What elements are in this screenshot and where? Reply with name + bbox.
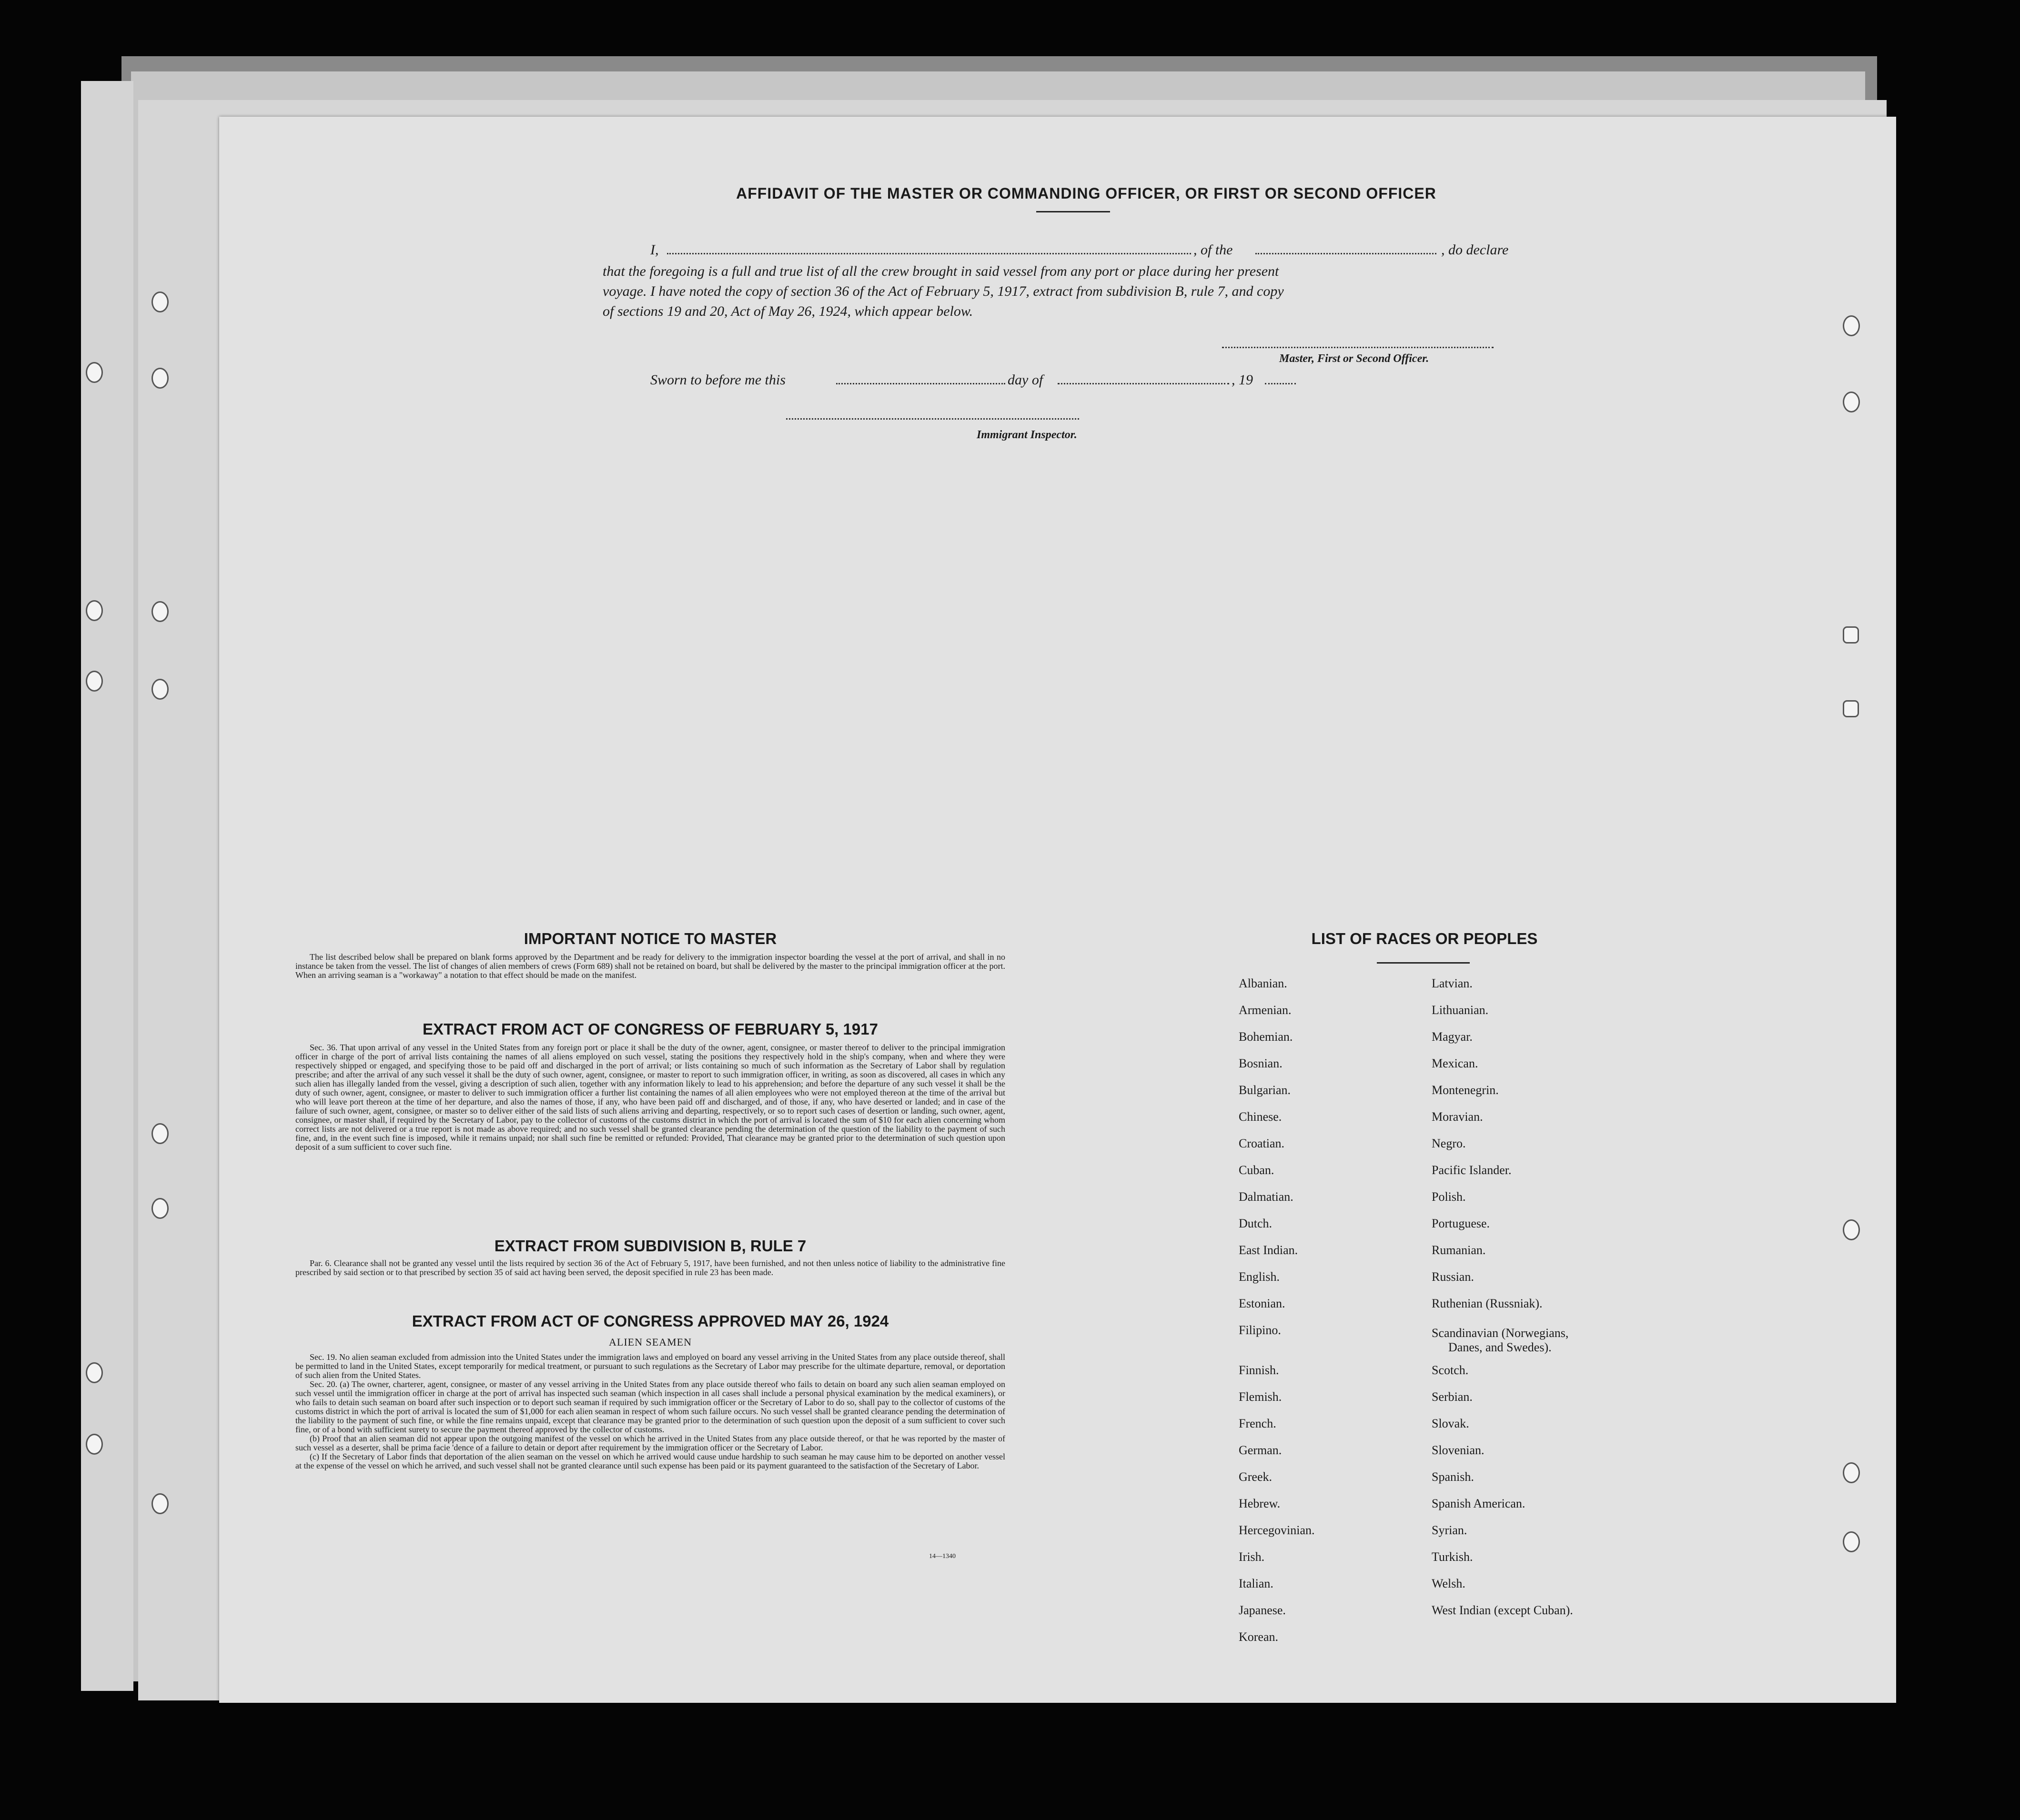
race-item: French.: [1239, 1417, 1276, 1430]
sworn-day-blank: [836, 383, 1005, 384]
binder-hole: [86, 600, 103, 621]
vessel-blank: [1255, 253, 1436, 254]
race-item: Mexican.: [1432, 1056, 1478, 1070]
name-blank: [667, 253, 1191, 254]
extract-1924-title: EXTRACT FROM ACT OF CONGRESS APPROVED MAY 26, 1924: [412, 1312, 889, 1330]
race-item: Bosnian.: [1239, 1056, 1283, 1070]
master-signature-line: [1222, 347, 1494, 348]
binder-hole: [1843, 1219, 1860, 1240]
binder-hole: [152, 1123, 169, 1144]
race-item: Croatian.: [1239, 1136, 1285, 1150]
sec-20b-paragraph: (b) Proof that an alien seaman did not appear upon the outgoing manifest of the vessel on which he arrived in the United States from any place outside thereof, or that he was reported by the master of such vessel as a deserter, shall be prima facie 'dence of a failure to detain or deport after requirement by the immigration officer or the Secretary of Labor.: [295, 1434, 1005, 1452]
binder-hole: [86, 1434, 103, 1455]
extract-1917-title: EXTRACT FROM ACT OF CONGRESS OF FEBRUARY 5, 1917: [423, 1020, 878, 1038]
binder-hole: [1843, 1531, 1860, 1552]
inspector-caption: Immigrant Inspector.: [977, 429, 1077, 441]
race-item: Bulgarian.: [1239, 1083, 1291, 1097]
race-item: Welsh.: [1432, 1577, 1465, 1590]
race-item: Negro.: [1432, 1136, 1466, 1150]
race-item: Russian.: [1432, 1270, 1474, 1284]
race-item: Bohemian.: [1239, 1030, 1293, 1044]
race-item: Albanian.: [1239, 976, 1287, 990]
race-item: Armenian.: [1239, 1003, 1292, 1017]
binder-hole: [86, 671, 103, 692]
race-item: Hebrew.: [1239, 1497, 1281, 1510]
races-title-underline: [1377, 962, 1470, 964]
affidavit-line-2: that the foregoing is a full and true list of all the crew brought in said vessel from any port or place during her present: [603, 263, 1279, 279]
race-item: East Indian.: [1239, 1243, 1298, 1257]
race-item: Turkish.: [1432, 1550, 1473, 1564]
inspector-signature-line: [786, 418, 1079, 420]
race-item: English.: [1239, 1270, 1280, 1284]
race-item: Latvian.: [1432, 976, 1473, 990]
race-item: Italian.: [1239, 1577, 1273, 1590]
binder-hole: [152, 679, 169, 700]
race-item: German.: [1239, 1443, 1282, 1457]
binder-hole: [86, 1362, 103, 1383]
year-label: , 19: [1232, 372, 1253, 388]
race-item: Slovak.: [1432, 1417, 1469, 1430]
notice-text: [295, 953, 1005, 980]
race-item: Moravian.: [1432, 1110, 1483, 1124]
binder-hole: [1843, 1462, 1860, 1483]
race-item: Rumanian.: [1432, 1243, 1486, 1257]
binder-hole: [1843, 392, 1860, 412]
binder-hole: [152, 1493, 169, 1514]
race-item: Japanese.: [1239, 1603, 1286, 1617]
extract-1924-text: [295, 1353, 1005, 1470]
race-item: Serbian.: [1432, 1390, 1473, 1404]
affidavit-line-3: voyage. I have noted the copy of section 36 of the Act of February 5, 1917, extract from subdivision B, rule 7, and copy: [603, 283, 1284, 299]
race-item: Scandinavian (Norwegians,: [1432, 1326, 1569, 1340]
race-item: Danes, and Swedes).: [1448, 1340, 1552, 1354]
binder-hole: [86, 362, 103, 383]
race-item: Polish.: [1432, 1190, 1466, 1204]
sec-20a-paragraph: Sec. 20. (a) The owner, charterer, agent, consignee, or master of any vessel arriving in the United States from any place outside thereof who fails to detain on board any such alien seaman employed on such vessel until the immigration officer in charge at the port of arrival has inspected such seaman (which inspection in all cases shall include a personal physical examination by the medical examiners), or who fails to detain such seaman on board after such inspection or to deport such seaman if required by such immigration officer or the Secretary of Labor to do so, shall pay to the collector of customs of the customs district in which the port of arrival is located the sum of $1,000 for each alien seaman in respect of whom such failure occurs. No such vessel shall be granted clearance pending the determination of the liability to the payment of such fine, or while the fine remains unpaid, except that clearance may be granted prior to the determination of such question upon the deposit of a sum sufficient to cover such fine, or of a bond with sufficient surety to secure the payment thereof approved by the collector of customs.: [295, 1379, 1005, 1434]
races-title: LIST OF RACES OR PEOPLES: [1311, 930, 1538, 947]
race-item: Irish.: [1239, 1550, 1265, 1564]
alien-seamen-subtitle: ALIEN SEAMEN: [609, 1336, 692, 1348]
race-item: Flemish.: [1239, 1390, 1282, 1404]
race-item: West Indian (except Cuban).: [1432, 1603, 1573, 1617]
binder-hole: [1843, 700, 1859, 717]
race-item: Dutch.: [1239, 1217, 1273, 1230]
affidavit-i-label: I,: [650, 242, 659, 258]
sec-20c-paragraph: (c) If the Secretary of Labor finds that deportation of the alien seaman on the vessel on which he arrived would cause undue hardship to such seaman he may cause him to be deported on another vessel at the expense of the vessel on which he arrived, and such vessel shall not be granted clearance until such expense has been paid or its payment guaranteed to the satisfaction of the Secretary of Labor.: [295, 1452, 1005, 1470]
race-item: Spanish American.: [1432, 1497, 1525, 1510]
race-item: Magyar.: [1432, 1030, 1473, 1044]
race-item: Korean.: [1239, 1630, 1279, 1644]
race-item: Hercegovinian.: [1239, 1523, 1315, 1537]
form-code: 14—1340: [929, 1553, 956, 1560]
race-item: Scotch.: [1432, 1363, 1469, 1377]
sec-19-paragraph: Sec. 19. No alien seaman excluded from admission into the United States under the immigration laws and employed on board any vessel arriving in the United States from any place outside thereof, shall be permitted to land in the United States, except temporarily for medical treatment, or pursuant to such regulations as the Secretary of Labor may prescribe for the ultimate departure, removal, or deportation of such alien from the United States.: [295, 1352, 1005, 1380]
race-item: Spanish.: [1432, 1470, 1474, 1484]
master-caption: Master, First or Second Officer.: [1279, 352, 1429, 365]
affidavit-title: AFFIDAVIT OF THE MASTER OR COMMANDING OFFICER, OR FIRST OR SECOND OFFICER: [736, 185, 1436, 202]
binder-hole: [152, 1198, 169, 1219]
binder-hole: [1843, 626, 1859, 644]
sworn-month-blank: [1058, 383, 1229, 384]
race-item: Cuban.: [1239, 1163, 1274, 1177]
race-item: Syrian.: [1432, 1523, 1467, 1537]
race-item: Ruthenian (Russniak).: [1432, 1297, 1543, 1310]
race-item: Lithuanian.: [1432, 1003, 1489, 1017]
extract-1917-paragraph: Sec. 36. That upon arrival of any vessel in the United States from any foreign port or place it shall be the duty of the owner, agent, consignee, or master thereof to deliver to the principal immigration officer in charge of the port of arrival lists containing the names of all aliens employed on such vessel, stating the positions they respectively hold in the ship's company, when and where they were respectively shipped or engaged, and specifying those to be paid off and discharged in the port of arrival; or lists containing so much of such information as the Secretary of Labor shall by regulation prescribe; and after the arrival of any such vessel it shall be the duty of such owner, agent, consignee, or master to report to such immigration officer, in writing, as soon as discovered, all cases in which any such alien has illegally landed from the vessel, giving a description of such alien, together with any information likely to lead to his apprehension; and before the departure of any such vessel it shall be the duty of such owner, agent, consignee, or master to deliver to such immigration officer a further list containing the names of all alien employees who were not employed thereon at the time of the arrival but who will leave port thereon at the time of her departure, and also the names of those, if any, who have been paid off and discharged, and of those, if any, who have deserted or landed; and in case of the failure of such owner, agent, consignee, or master so to deliver either of the said lists of such aliens arriving and departing, respectively, or so to report such cases of desertion or landing, such owner, agent, consignee, or master shall, if required by the Secretary of Labor, pay to the collector of customs of the customs district in which the port of arrival is located the sum of $10 for each alien concerning whom correct lists are not delivered or a true report is not made as above required; and no such vessel shall be granted clearance pending the determination of the question of the liability to the payment of such fine, and, in the event such fine is imposed, while it remains unpaid; nor shall such fine be remitted or refunded: Provided, That clearance may be granted prior to the determination of such question upon deposit of a sum sufficient to cover such fine.: [295, 1043, 1005, 1152]
extract-rule7-text: [295, 1259, 1005, 1277]
title-underline: [1036, 211, 1110, 212]
day-of-label: day of: [1008, 372, 1043, 388]
affidavit-of-the-label: , of the: [1193, 242, 1233, 258]
race-item: Estonian.: [1239, 1297, 1285, 1310]
binder-hole: [152, 601, 169, 622]
extract-1917-text: [295, 1043, 1005, 1152]
race-item: Filipino.: [1239, 1323, 1281, 1337]
extract-rule7-paragraph: Par. 6. Clearance shall not be granted any vessel until the lists required by section 36 of the Act of February 5, 1917, have been furnished, and not then unless notice of liability to the administrative fine prescribed by said section or to that prescribed by section 35 of said act having been served, the deposit specified in rule 23 has been made.: [295, 1258, 1005, 1277]
race-item: Montenegrin.: [1432, 1083, 1499, 1097]
notice-title: IMPORTANT NOTICE TO MASTER: [524, 930, 777, 947]
race-item: Pacific Islander.: [1432, 1163, 1512, 1177]
binder-hole: [152, 368, 169, 389]
extract-rule7-title: EXTRACT FROM SUBDIVISION B, RULE 7: [494, 1237, 807, 1255]
notice-paragraph: The list described below shall be prepared on blank forms approved by the Department and be ready for delivery to the immigration inspector boarding the vessel at the port of arrival, and shall in no instance be taken from the vessel. The list of changes of alien members of crews (Form 689) shall not be retained on board, but shall be delivered by the master to the principal immigration officer at the port. When an arriving seaman is a "workaway" a notation to that effect should be made on the manifest.: [295, 952, 1005, 980]
binder-hole: [1843, 315, 1860, 336]
race-item: Chinese.: [1239, 1110, 1282, 1124]
race-item: Finnish.: [1239, 1363, 1279, 1377]
race-item: Slovenian.: [1432, 1443, 1485, 1457]
affidavit-line-4: of sections 19 and 20, Act of May 26, 1924, which appear below.: [603, 303, 973, 319]
binder-hole: [152, 292, 169, 312]
affidavit-declare-label: , do declare: [1441, 242, 1509, 258]
year-blank: [1265, 383, 1296, 384]
sworn-label: Sworn to before me this: [650, 372, 786, 388]
race-item: Dalmatian.: [1239, 1190, 1293, 1204]
race-item: Greek.: [1239, 1470, 1273, 1484]
race-item: Portuguese.: [1432, 1217, 1490, 1230]
